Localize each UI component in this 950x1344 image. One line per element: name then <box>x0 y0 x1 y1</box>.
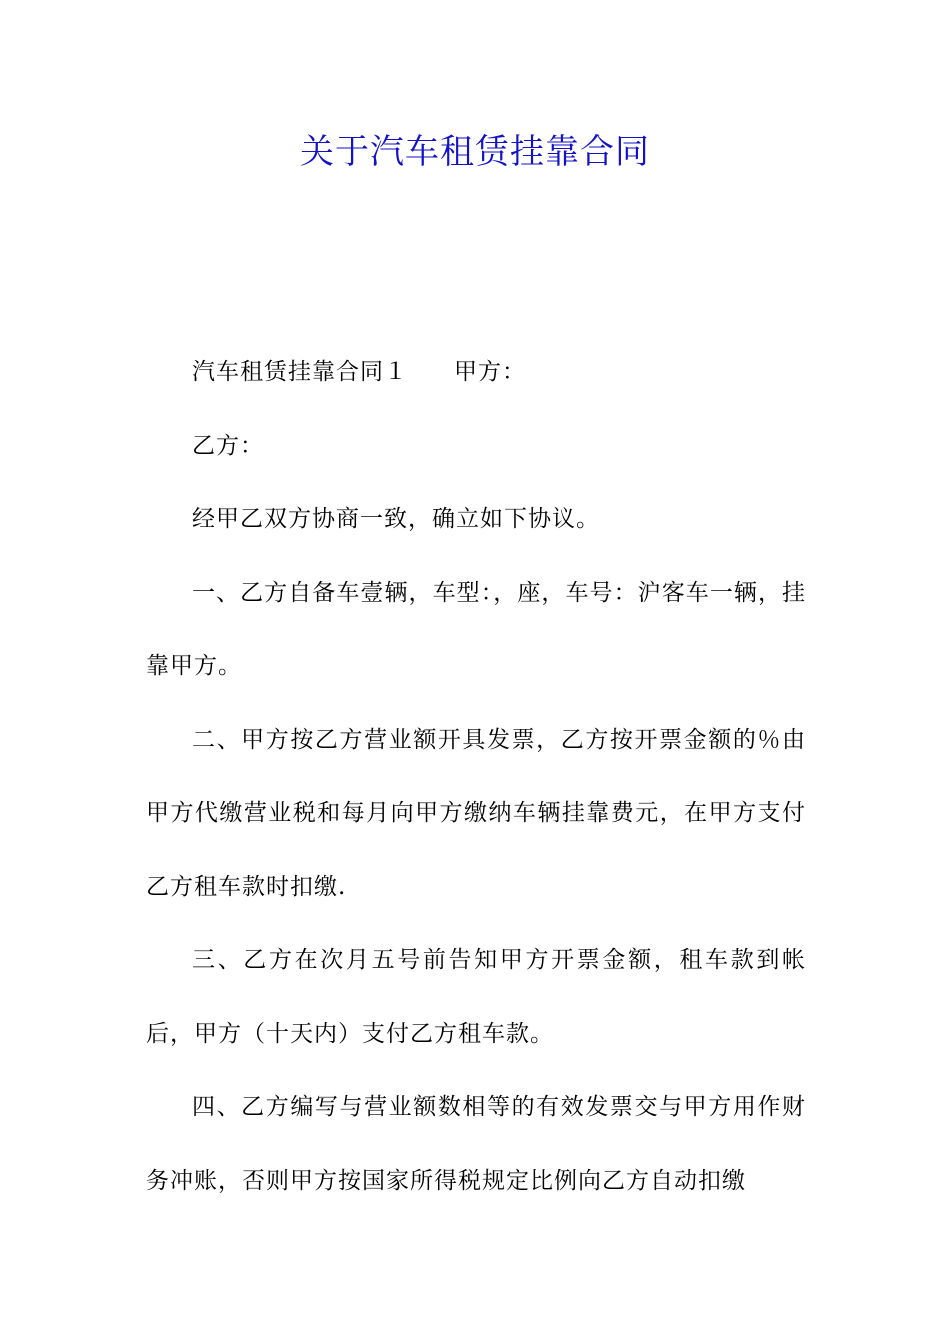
document-body <box>146 336 806 1218</box>
paragraph-clause-4: 四、乙方编写与营业额数相等的有效发票交与甲方用作财务冲账，否则甲方按国家所得税规定比例向乙方自动扣缴 <box>146 1094 806 1194</box>
paragraph-clause-2: 二、甲方按乙方营业额开具发票，乙方按开票金额的％由甲方代缴营业税和每月向甲方缴纳车辆挂靠费元，在甲方支付乙方租车款时扣缴. <box>146 726 806 900</box>
contract-heading: 汽车租赁挂靠合同１ <box>192 359 408 385</box>
header-line <box>146 336 806 410</box>
paragraph-clause-3: 三、乙方在次月五号前告知甲方开票金额，租车款到帐后，甲方（十天内）支付乙方租车款。 <box>146 947 806 1047</box>
party-a-label: 甲方： <box>454 359 526 385</box>
paragraph-clause-1: 一、乙方自备车壹辆，车型：，座，车号：沪客车一辆，挂靠甲方。 <box>146 579 806 679</box>
paragraph-agreement: 经甲乙双方协商一致，确立如下协议。 <box>192 506 600 532</box>
document-title: 关于汽车租赁挂靠合同 <box>300 132 650 172</box>
paragraph-party-b: 乙方： <box>192 432 264 459</box>
